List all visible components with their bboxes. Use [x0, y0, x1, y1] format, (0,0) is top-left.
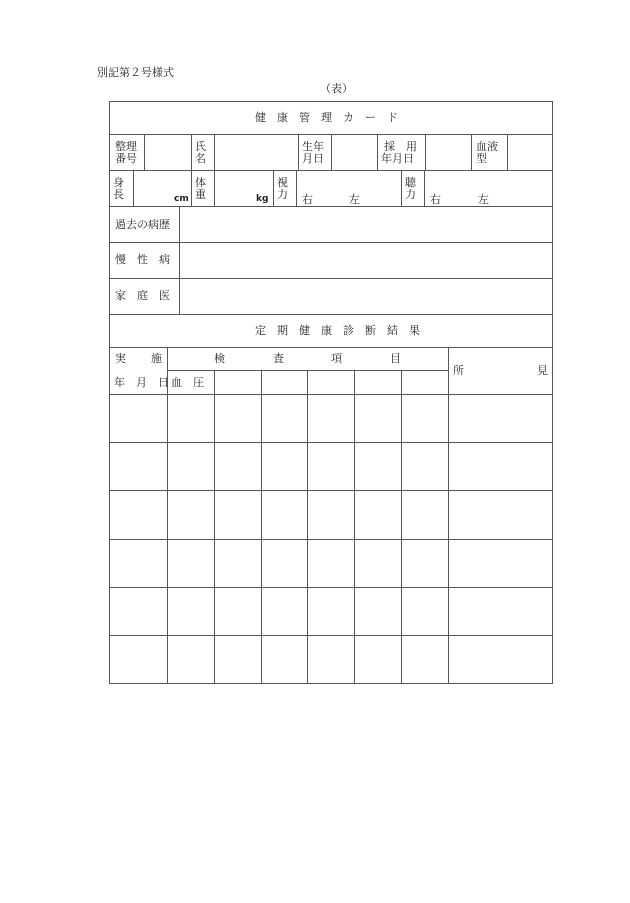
height-field[interactable]: [134, 171, 174, 206]
result-cell[interactable]: [262, 636, 307, 683]
col-line: [401, 170, 402, 206]
label-hearing-1: 聴: [405, 176, 416, 189]
label-juu: 重: [195, 188, 206, 201]
label-jisshi-2: 施: [151, 352, 162, 365]
hearing-left: 左: [478, 193, 489, 206]
result-cell[interactable]: [262, 540, 307, 587]
label-shoken-1: 所: [453, 364, 464, 377]
result-cell[interactable]: [308, 395, 354, 442]
label-kensa-4: 目: [390, 352, 401, 365]
result-cell[interactable]: [449, 588, 552, 635]
label-date: 年 月 日: [114, 376, 169, 389]
result-cell[interactable]: [308, 636, 354, 683]
result-cell[interactable]: [110, 588, 167, 635]
col-line: [471, 134, 472, 170]
result-cell[interactable]: [355, 588, 401, 635]
label-vision-1: 視: [277, 176, 288, 189]
name-field[interactable]: [215, 135, 298, 170]
label-gata: 型: [476, 152, 487, 165]
border-right: [552, 101, 553, 684]
result-cell[interactable]: [215, 443, 261, 490]
label-vision-2: 力: [277, 188, 288, 201]
result-cell[interactable]: [402, 588, 448, 635]
result-cell[interactable]: [402, 540, 448, 587]
result-cell[interactable]: [308, 443, 354, 490]
result-cell[interactable]: [355, 540, 401, 587]
label-past-history: 過去の病歴: [115, 218, 170, 231]
col-line: [273, 170, 274, 206]
label-gappi: 月日: [302, 152, 324, 165]
border-bottom: [109, 683, 553, 684]
label-jisshi-1: 実: [115, 352, 126, 365]
label-ketsueki: 血液: [476, 140, 498, 153]
card-title: 健 康 管 理 カ ー ド: [255, 111, 398, 124]
result-cell[interactable]: [402, 636, 448, 683]
label-shi: 氏: [195, 140, 206, 153]
result-cell[interactable]: [168, 395, 214, 442]
family-doctor-field[interactable]: [180, 279, 552, 314]
result-cell[interactable]: [449, 491, 552, 539]
label-kensa-3: 項: [331, 352, 342, 365]
result-cell[interactable]: [110, 443, 167, 490]
result-cell[interactable]: [215, 636, 261, 683]
result-cell[interactable]: [308, 588, 354, 635]
label-family-doctor: 家 庭 医: [115, 289, 170, 302]
result-cell[interactable]: [308, 540, 354, 587]
result-cell[interactable]: [402, 443, 448, 490]
result-cell[interactable]: [110, 636, 167, 683]
result-cell[interactable]: [168, 443, 214, 490]
result-cell[interactable]: [355, 395, 401, 442]
vision-field[interactable]: [297, 171, 401, 206]
label-blood-pressure: 血 圧: [171, 376, 204, 389]
label-saiyou-date: 年月日: [381, 152, 414, 165]
label-tai: 体: [195, 176, 206, 189]
result-cell[interactable]: [168, 540, 214, 587]
row-line: [109, 314, 553, 315]
col-line: [191, 134, 192, 170]
result-cell[interactable]: [355, 443, 401, 490]
result-cell[interactable]: [110, 540, 167, 587]
label-mei: 名: [195, 152, 206, 165]
result-cell[interactable]: [402, 395, 448, 442]
result-cell[interactable]: [355, 636, 401, 683]
chronic-disease-field[interactable]: [180, 243, 552, 278]
result-cell[interactable]: [215, 395, 261, 442]
result-cell[interactable]: [449, 443, 552, 490]
col-line: [298, 134, 299, 170]
unit-cm: cm: [174, 194, 189, 204]
unit-kg: kg: [256, 194, 269, 204]
result-cell[interactable]: [215, 588, 261, 635]
result-cell[interactable]: [215, 491, 261, 539]
result-cell[interactable]: [262, 395, 307, 442]
side-label: （表）: [320, 82, 353, 95]
result-cell[interactable]: [308, 491, 354, 539]
result-cell[interactable]: [168, 588, 214, 635]
results-title: 定 期 健 康 診 断 結 果: [255, 324, 420, 337]
result-cell[interactable]: [355, 491, 401, 539]
result-cell[interactable]: [449, 636, 552, 683]
label-kensa-2: 査: [273, 352, 284, 365]
row-line: [109, 347, 553, 348]
label-chronic: 慢 性 病: [115, 253, 170, 266]
result-cell[interactable]: [168, 491, 214, 539]
label-seinen: 生年: [302, 140, 324, 153]
result-cell[interactable]: [262, 491, 307, 539]
weight-field[interactable]: [215, 171, 255, 206]
result-cell[interactable]: [110, 491, 167, 539]
result-cell[interactable]: [168, 636, 214, 683]
label-kensa-1: 検: [214, 352, 225, 365]
birthdate-field[interactable]: [332, 135, 377, 170]
col-line: [377, 134, 378, 170]
hire-date-field[interactable]: [426, 135, 471, 170]
label-saiyou: 採 用: [384, 140, 417, 153]
vision-left: 左: [349, 193, 360, 206]
col-line: [191, 170, 192, 206]
result-cell[interactable]: [215, 540, 261, 587]
label-shoken-2: 見: [537, 364, 548, 377]
label-bangou: 番号: [115, 152, 137, 165]
past-history-field[interactable]: [180, 207, 552, 242]
label-hearing-2: 力: [405, 188, 416, 201]
label-chou: 長: [113, 188, 124, 201]
result-cell[interactable]: [262, 588, 307, 635]
border-top: [109, 101, 553, 102]
label-shin: 身: [113, 176, 124, 189]
result-cell[interactable]: [262, 443, 307, 490]
result-cell[interactable]: [110, 395, 167, 442]
blood-type-field[interactable]: [508, 135, 552, 170]
result-cell[interactable]: [449, 540, 552, 587]
label-seiri: 整理: [115, 140, 137, 153]
hearing-field[interactable]: [425, 171, 552, 206]
vision-right: 右: [302, 193, 313, 206]
result-cell[interactable]: [402, 491, 448, 539]
hearing-right: 右: [430, 193, 441, 206]
seiri-bangou-field[interactable]: [145, 135, 191, 170]
health-management-card: [109, 101, 553, 684]
form-number: 別記第２号様式: [97, 66, 174, 79]
result-cell[interactable]: [449, 395, 552, 442]
